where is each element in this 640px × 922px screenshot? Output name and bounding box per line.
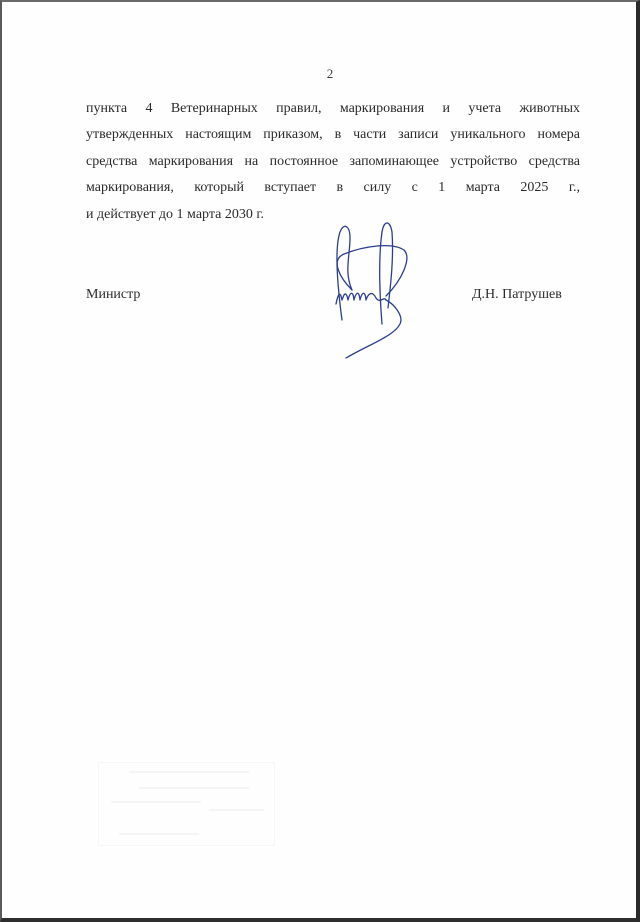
paragraph-line: пункта 4 Ветеринарных правил, маркирования и учета животных xyxy=(86,101,580,116)
body-paragraph xyxy=(86,96,580,228)
paragraph-line: средства маркирования на постоянное запоминающее устройство средства xyxy=(86,153,580,169)
page-number: 2 xyxy=(326,66,334,81)
paragraph-line: и действует до 1 марта 2030 г. xyxy=(86,206,265,222)
signatory-name: Д.Н. Патрушев xyxy=(472,287,562,302)
paragraph-line: маркирования, который вступает в силу с 1 марта 2025 г., xyxy=(86,180,580,196)
faint-stamp-residue xyxy=(98,762,275,846)
signatory-title: Министр xyxy=(86,287,141,302)
paragraph-line: утвержденных настоящим приказом, в части записи уникального номера xyxy=(86,127,580,143)
handwritten-signature-icon xyxy=(320,220,420,360)
